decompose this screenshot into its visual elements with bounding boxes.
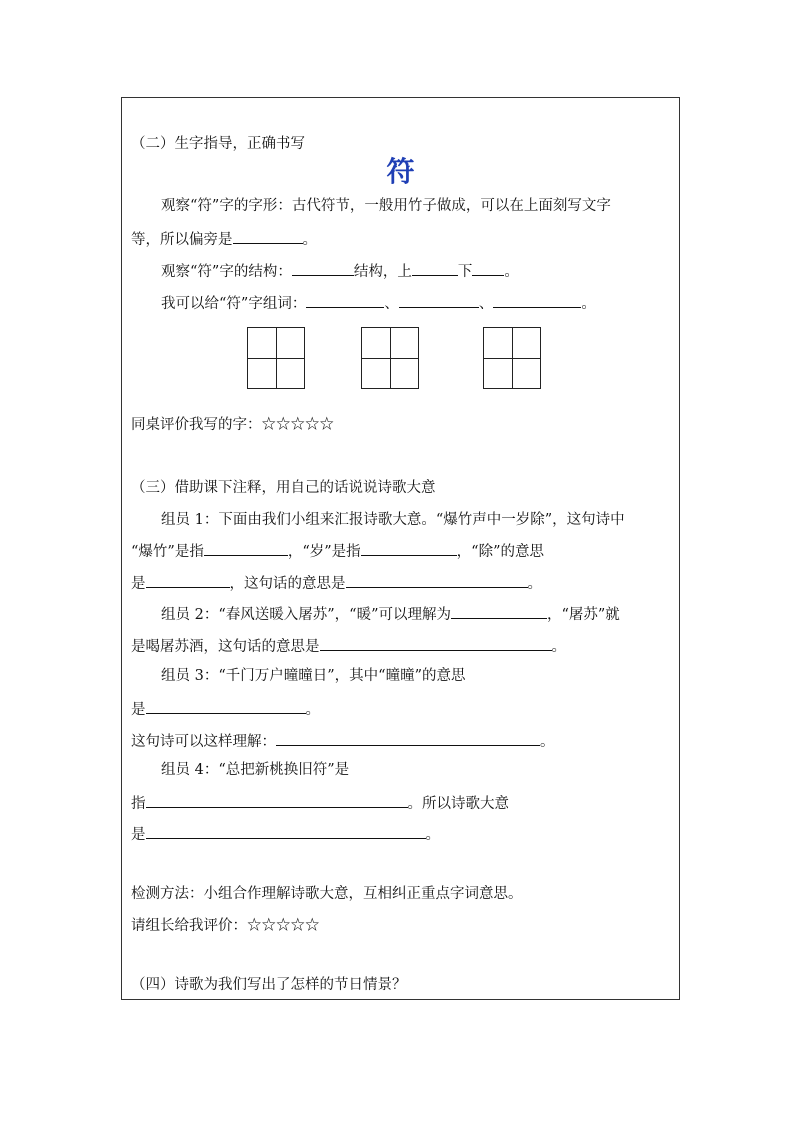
writing-grid-3[interactable] [483, 327, 541, 389]
section-4-heading: （四）诗歌为我们写出了怎样的节日情景？ [131, 977, 407, 993]
member-1-line3: 是 ，这句话的意思是 。 [131, 572, 542, 594]
featured-character: 符 [386, 155, 415, 188]
section-2-heading: （二）生字指导，正确书写 [131, 136, 305, 152]
check-method: 检测方法：小组合作理解诗歌大意，互相纠正重点字词意思。 [131, 886, 523, 902]
structure-line: 观察“符”字的结构： 结构，上 下 。 [161, 260, 519, 282]
member-2-line1: 组员 2：“春风送暖入屠苏”，“暖”可以理解为 ，“屠苏”就 [161, 603, 620, 625]
member-1-line1: 组员 1：下面由我们小组来汇报诗歌大意。“爆竹声中一岁除”，这句诗中 [161, 512, 625, 528]
member-1-line2: “爆竹”是指 ，“岁”是指 ，“除”的意思 [131, 540, 544, 562]
word-blank-2[interactable] [399, 292, 479, 308]
member-3-line1: 组员 3：“千门万户曈曈日”，其中“曈曈”的意思 [161, 668, 466, 684]
word-blank-1[interactable] [306, 292, 384, 308]
section-3-heading: （三）借助课下注释，用自己的话说说诗歌大意 [131, 480, 436, 496]
structure-blank[interactable] [292, 260, 354, 276]
member-3-line3: 这句诗可以这样理解： 。 [131, 730, 555, 752]
line3-meaning-blank[interactable] [276, 730, 540, 746]
word-blank-3[interactable] [493, 292, 581, 308]
writing-grid-2[interactable] [361, 327, 419, 389]
lower-part-blank[interactable] [472, 260, 504, 276]
member-2-line2: 是喝屠苏酒，这句话的意思是 。 [131, 635, 566, 657]
tongtong-blank[interactable] [146, 698, 306, 714]
poem-summary-blank[interactable] [146, 823, 426, 839]
writing-grid-1[interactable] [247, 327, 305, 389]
leader-evaluation: 请组长给我评价：☆☆☆☆☆ [131, 918, 320, 934]
sui-blank[interactable] [361, 540, 457, 556]
member-3-line2: 是 。 [131, 698, 320, 720]
line1-meaning-blank[interactable] [346, 572, 528, 588]
worksheet-frame [121, 97, 680, 1000]
chu-meaning-blank[interactable] [146, 572, 230, 588]
peer-evaluation: 同桌评价我写的字：☆☆☆☆☆ [131, 417, 334, 433]
member-4-line3: 是 。 [131, 823, 440, 845]
glyph-observation-line1: 观察“符”字的字形：古代符节，一般用竹子做成，可以在上面刻写文字 [161, 198, 611, 214]
member-4-line1: 组员 4：“总把新桃换旧符”是 [161, 762, 350, 778]
glyph-observation-line2: 等，所以偏旁是 。 [131, 228, 317, 250]
word-formation-line: 我可以给“符”字组词： 、 、 。 [161, 292, 596, 314]
firecracker-blank[interactable] [204, 540, 288, 556]
upper-part-blank[interactable] [412, 260, 458, 276]
radical-blank[interactable] [233, 228, 303, 244]
nuan-blank[interactable] [451, 603, 547, 619]
line4-meaning-blank[interactable] [146, 792, 408, 808]
member-4-line2: 指 。所以诗歌大意 [131, 792, 509, 814]
line2-meaning-blank[interactable] [320, 635, 552, 651]
